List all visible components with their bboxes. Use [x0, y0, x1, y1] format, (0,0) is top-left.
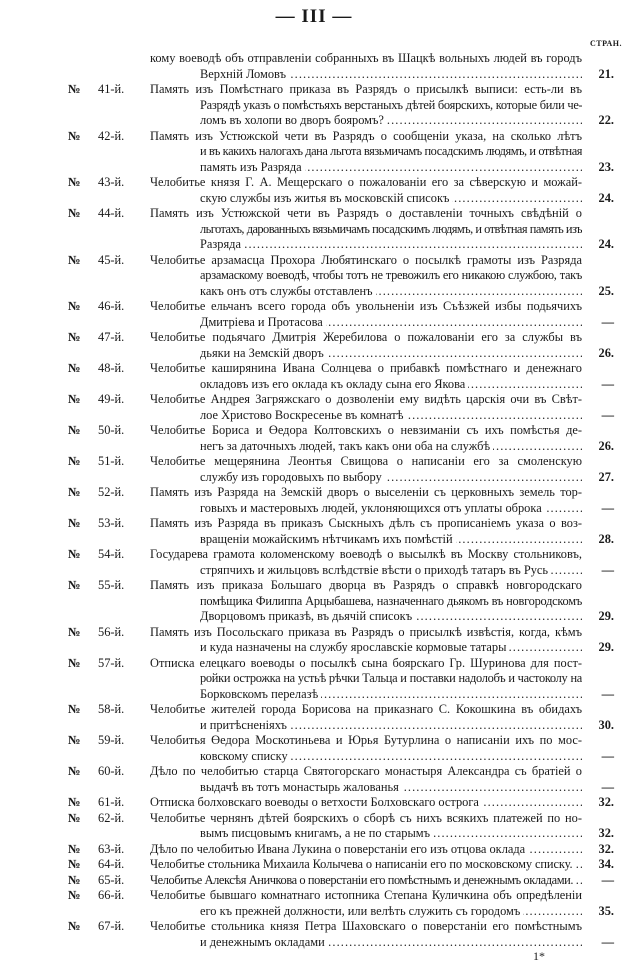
entry-text — [150, 624, 582, 656]
entry-text — [150, 485, 582, 516]
toc-entry — [0, 454, 628, 485]
entry-line-text: выдачѣ въ тотъ монастырь жалованья — [200, 780, 402, 794]
number-sign: № — [68, 299, 81, 313]
entry-line — [200, 377, 582, 393]
entry-text — [150, 454, 582, 485]
table-of-contents — [0, 51, 628, 950]
toc-entry — [0, 702, 628, 733]
number-sign: № — [68, 578, 81, 592]
entry-line-text: Дмитріева и Протасова — [200, 315, 326, 329]
entry-line — [200, 408, 582, 424]
entry-text — [150, 702, 582, 733]
number-sign: № — [68, 624, 81, 639]
entry-line — [200, 563, 582, 579]
page-reference: — — [601, 562, 614, 577]
page-reference: 28. — [598, 531, 614, 546]
entry-line — [200, 609, 582, 625]
entry-line-text: говыхъ и мастеровыхъ людей, уклоняющихся отъ уплаты оброка — [200, 501, 545, 515]
entry-line-text: скую службы изъ житья въ московскій списокъ — [200, 191, 452, 205]
entry-number: 58-й. — [98, 702, 125, 716]
entry-line: Челобитье чернянъ дѣтей боярскихъ о сборѣ съ нихъ всякихъ платежей по но- — [150, 810, 582, 825]
page-reference: — — [601, 376, 614, 391]
entry-line: арзамаскому воеводѣ, чтобы тотъ не тревожилъ его никакою службою, такъ — [200, 268, 582, 282]
toc-entry — [0, 656, 628, 703]
entry-text — [150, 841, 582, 858]
entry-line — [200, 439, 582, 455]
entry-line: Память изъ Помѣстнаго приказа въ Разрядъ о присылкѣ выписи: есть-ли въ — [150, 82, 582, 96]
page-reference: 29. — [598, 640, 614, 654]
number-sign: № — [68, 516, 81, 530]
toc-entry — [0, 423, 628, 454]
entry-number: 42-й. — [98, 128, 125, 143]
number-sign: № — [68, 547, 81, 561]
entry-number: 65-й. — [98, 872, 125, 887]
entry-line — [150, 857, 582, 873]
entry-line-text: Челобитье стольника Михаила Колычева о написаніи его по московскому списку. — [150, 857, 575, 871]
entry-line — [200, 315, 582, 331]
entry-line-text: Челобитье Алексѣя Аничкова о поверстаніи его помѣстнымъ и денежнымъ окладами. — [150, 873, 576, 887]
entry-line — [200, 346, 582, 362]
number-sign: № — [68, 252, 81, 267]
entry-text — [150, 361, 582, 392]
entry-number: 48-й. — [98, 361, 125, 375]
entry-line-text: какъ онъ отъ службы отставленъ — [200, 284, 376, 298]
entry-number: 55-й. — [98, 578, 125, 592]
entry-text — [150, 330, 582, 361]
entry-line: Челобитья Өедора Москотиньева и Юрья Бутурлина о написаніи ихъ по мос- — [150, 733, 582, 747]
entry-line — [200, 780, 582, 796]
entry-line: Челобитье подьячаго Дмитрія Жеребилова о пожалованіи его за службы въ — [150, 330, 582, 344]
entry-line: Память изъ приказа Большаго дворца въ Разрядъ о справкѣ новгородскаго — [150, 578, 582, 592]
entry-line — [200, 749, 582, 765]
toc-entry — [0, 51, 628, 82]
number-sign: № — [68, 330, 81, 344]
page-reference: — — [601, 779, 614, 794]
entry-number: 54-й. — [98, 547, 125, 561]
entry-line: Память изъ Разряда на Земскій дворъ о выселеніи съ церковныхъ земель тор- — [150, 485, 582, 499]
toc-entry — [0, 919, 628, 950]
entry-line: Память изъ Устюжской чети въ Разрядъ о доставленіи точныхъ свѣдѣній о — [150, 206, 582, 220]
entry-text — [150, 655, 582, 703]
entry-line-text: ковскому списку — [200, 749, 291, 763]
page-reference: 32. — [598, 841, 614, 856]
toc-entry — [0, 299, 628, 330]
entry-line: Челобитье арзамасца Прохора Любятинскаго о посылкѣ грамоты изъ Разряда — [150, 252, 582, 267]
entry-text — [150, 857, 582, 873]
entry-line: Челобитье мещерянина Леонтья Свищова о написаніи его за смоленскую — [150, 454, 582, 468]
toc-entry — [0, 361, 628, 392]
entry-line: Память изъ Посольскаго приказа въ Разрядъ о присылкѣ извѣстія, когда, кѣмъ — [150, 624, 582, 639]
entry-line — [200, 501, 582, 517]
page-reference: — — [601, 934, 614, 949]
entry-number: 59-й. — [98, 733, 125, 747]
entry-line — [200, 160, 582, 176]
entry-number: 41-й. — [98, 82, 125, 96]
toc-entry — [0, 873, 628, 889]
entry-text — [150, 128, 582, 176]
entry-line: Челобитье каширянина Ивана Солнцева о прибавкѣ помѣстнаго и денежнаго — [150, 361, 582, 375]
page-reference: 24. — [598, 237, 614, 251]
entry-line: льготахъ, дарованныхъ вязьмичамъ посадскимъ людямъ, и отвѣтная память изъ — [200, 221, 582, 236]
entry-line — [200, 191, 582, 207]
entry-line — [200, 640, 582, 656]
entry-line-text: Верхній Ломовъ — [200, 67, 289, 81]
toc-entry — [0, 733, 628, 764]
page-reference: 22. — [598, 113, 614, 127]
toc-entry — [0, 578, 628, 625]
number-sign: № — [68, 82, 81, 96]
entry-line-text: дьяки на Земскій дворъ — [200, 346, 327, 360]
number-sign: № — [68, 872, 81, 887]
entry-line: Челобитье Андрея Загряжскаго о дозволеніи ему видѣть царскія очи въ Свѣт- — [150, 392, 582, 406]
toc-entry — [0, 485, 628, 516]
toc-entry — [0, 811, 628, 842]
number-sign: № — [68, 128, 81, 143]
entry-line — [200, 284, 582, 300]
entry-text — [150, 810, 582, 842]
toc-entry — [0, 857, 628, 873]
entry-line: кому воеводѣ объ отправленіи собранныхъ въ Шацкѣ вольныхъ людей въ городъ — [150, 51, 582, 65]
entry-line — [150, 795, 582, 811]
entry-line-text: вращеніи можайскимъ нѣтчикамъ ихъ помѣстій — [200, 532, 456, 546]
number-sign: № — [68, 795, 81, 809]
entry-text — [150, 299, 582, 330]
page-reference: — — [601, 407, 614, 422]
page-reference: 32. — [598, 795, 614, 809]
entry-text — [150, 175, 582, 206]
toc-entry — [0, 330, 628, 361]
number-sign: № — [68, 361, 81, 375]
entry-number: 61-й. — [98, 795, 125, 809]
entry-text — [150, 578, 582, 625]
number-sign: № — [68, 764, 81, 778]
entry-text — [150, 206, 582, 253]
toc-entry — [0, 253, 628, 300]
entry-text — [150, 423, 582, 454]
entry-line-text: его къ прежней должности, или велѣть служить съ городомъ — [200, 904, 523, 918]
entry-number: 49-й. — [98, 392, 125, 406]
number-sign: № — [68, 888, 81, 902]
entry-number: 63-й. — [98, 841, 125, 856]
number-sign: № — [68, 702, 81, 716]
number-sign: № — [68, 919, 81, 933]
entry-line: Дѣло по челобитью старца Святогорскаго монастыря Александра съ братіей о — [150, 764, 582, 778]
page-reference: — — [601, 314, 614, 329]
number-sign: № — [68, 485, 81, 499]
entry-line: помѣщика Филиппа Арцыбашева, назначеннаго дьякомъ въ новгородскомъ — [200, 593, 582, 608]
page-reference: 26. — [598, 438, 614, 453]
number-sign: № — [68, 175, 81, 189]
entry-number: 60-й. — [98, 764, 125, 778]
page-reference: 27. — [598, 469, 614, 484]
number-sign: № — [68, 392, 81, 406]
page-reference: — — [601, 686, 614, 701]
number-sign: № — [68, 655, 81, 670]
entry-number: 46-й. — [98, 299, 125, 313]
entry-line — [200, 826, 582, 842]
entry-line: Челобитье ельчанъ всего города объ увольненіи изъ Съѣзжей избы подьячихъ — [150, 299, 582, 313]
number-sign: № — [68, 206, 81, 220]
page-reference: 29. — [598, 609, 614, 623]
toc-entry — [0, 842, 628, 858]
entry-line-text: и куда назначены на службу ярославскіе кормовые татары — [200, 640, 509, 654]
entry-line — [200, 718, 582, 734]
entry-line-text: и притѣсненіяхъ — [200, 718, 290, 732]
entry-line-text: Борковскомъ перелазѣ — [200, 687, 321, 701]
entry-number: 51-й. — [98, 454, 125, 468]
entry-number: 62-й. — [98, 810, 125, 825]
page-reference: 23. — [598, 159, 614, 174]
entry-line — [150, 873, 582, 889]
page-reference: 21. — [598, 66, 614, 81]
entry-line: Челобитье Бориса и Өедора Колтовскихъ о невзиманіи съ ихъ помѣстья де- — [150, 423, 582, 437]
entry-line — [200, 532, 582, 548]
entry-line-text: Отписка болховскаго воеводы о ветхости Болховскаго острога — [150, 795, 482, 809]
entry-text — [150, 919, 582, 950]
entry-line — [200, 113, 582, 129]
number-sign: № — [68, 841, 81, 856]
entry-line — [200, 67, 582, 83]
entry-text — [150, 51, 582, 82]
entry-number: 45-й. — [98, 252, 125, 267]
entry-text — [150, 547, 582, 578]
entry-line — [200, 935, 582, 951]
entry-number: 57-й. — [98, 655, 125, 670]
entry-line-text: Дѣло по челобитью Ивана Лукина о поверстаніи его изъ отцова оклада — [150, 842, 528, 856]
entry-line: Государева грамота коломенскому воеводѣ о высылкѣ въ Москву стольниковъ, — [150, 547, 582, 561]
entry-line-text: память изъ Разряда — [200, 160, 305, 174]
toc-entry — [0, 795, 628, 811]
toc-entry — [0, 547, 628, 578]
page-number-roman: — III — — [275, 6, 353, 27]
toc-entry — [0, 175, 628, 206]
signature-mark: 1* — [533, 949, 545, 963]
entry-number: 53-й. — [98, 516, 125, 530]
entry-line-text: службу изъ городовыхъ по выбору — [200, 470, 385, 484]
entry-line-text: Дворцовомъ приказѣ, въ дьячій списокъ — [200, 609, 415, 623]
entry-line-text: лое Христово Воскресенье въ комнатѣ — [200, 408, 406, 422]
entry-line-text: и денежнымъ окладами — [200, 935, 328, 949]
entry-line: Отписка елецкаго воеводы о посылкѣ сына боярскаго Гр. Шуринова для пост- — [150, 655, 582, 670]
entry-line: ройки острожка на устьѣ рѣчки Тальца и поставки надолобъ и частоколу на — [200, 671, 582, 685]
page-reference: 32. — [598, 826, 614, 840]
entry-text — [150, 795, 582, 811]
entry-text — [150, 392, 582, 423]
entry-line: Челобитье жителей города Борисова на приказнаго С. Кокошкина въ обидахъ — [150, 702, 582, 716]
page-reference: 30. — [598, 717, 614, 732]
entry-line: Челобитье стольника князя Петра Шаховскаго о поверстаніи его помѣстнымъ — [150, 919, 582, 933]
entry-text — [150, 252, 582, 300]
entry-number: 47-й. — [98, 330, 125, 344]
toc-entry — [0, 129, 628, 176]
page-reference: — — [601, 748, 614, 763]
entry-text — [150, 888, 582, 919]
entry-text — [150, 764, 582, 795]
page-reference: 25. — [598, 283, 614, 298]
entry-line — [200, 470, 582, 486]
page-reference: 34. — [598, 857, 614, 871]
number-sign: № — [68, 733, 81, 747]
entry-line — [200, 687, 582, 703]
entry-line: и въ какихъ налогахъ дана льгота вязьмичамъ посадскимъ людямъ, и отвѣтная — [200, 144, 582, 158]
entry-line-text: вымъ писцовымъ книгамъ, а не по старымъ — [200, 826, 433, 840]
toc-entry — [0, 392, 628, 423]
toc-entry — [0, 625, 628, 656]
number-sign: № — [68, 423, 81, 437]
entry-text — [150, 733, 582, 764]
entry-line: Память изъ Разряда въ приказъ Сыскныхъ дѣлъ съ прописаніемъ указа о воз- — [150, 516, 582, 530]
entry-line: Челобитье бывшаго комнатнаго истопника Степана Куличкина объ опредѣленіи — [150, 888, 582, 902]
toc-entry — [0, 206, 628, 253]
entry-line-text: негъ за даточныхъ людей, такъ какъ они оба на службѣ — [200, 439, 493, 453]
number-sign: № — [68, 454, 81, 468]
page-reference: — — [601, 872, 614, 887]
entry-number: 52-й. — [98, 485, 125, 499]
toc-entry — [0, 82, 628, 129]
entry-number: 66-й. — [98, 888, 125, 902]
number-sign: № — [68, 810, 81, 825]
entry-line-text: Разряда — [200, 237, 244, 251]
page-reference: 35. — [598, 903, 614, 918]
entry-line-text: стряпчихъ и жильцовъ вслѣдствіе вѣсти о приходѣ татаръ въ Русь — [200, 563, 551, 577]
entry-line-text: ломъ въ холопи во дворъ бояромъ? — [200, 113, 387, 127]
entry-number: 43-й. — [98, 175, 125, 189]
entry-number: 56-й. — [98, 624, 125, 639]
toc-entry — [0, 764, 628, 795]
entry-number: 44-й. — [98, 206, 125, 220]
page-reference: — — [601, 500, 614, 515]
entry-text — [150, 516, 582, 547]
pages-column-label: СТРАН. — [590, 39, 622, 48]
entry-line-text: окладовъ изъ его оклада къ окладу сына его Якова — [200, 377, 468, 391]
page-reference: 26. — [598, 345, 614, 360]
entry-number: 67-й. — [98, 919, 125, 933]
toc-entry — [0, 516, 628, 547]
entry-line — [200, 237, 582, 253]
entry-line — [150, 842, 582, 858]
entry-line — [200, 904, 582, 920]
entry-text — [150, 82, 582, 129]
entry-number: 50-й. — [98, 423, 125, 437]
entry-text — [150, 872, 582, 889]
page-reference: 24. — [598, 190, 614, 205]
toc-entry — [0, 888, 628, 919]
entry-line: Память изъ Устюжской чети въ Разрядъ о сообщеніи указа, на сколько лѣтъ — [150, 128, 582, 143]
entry-line: Разрядѣ указъ о помѣстьяхъ верстаныхъ дѣтей боярскихъ, которые били че- — [200, 97, 582, 112]
number-sign: № — [68, 857, 81, 871]
entry-line: Челобитье князя Г. А. Мещерскаго о пожалованіи его за сѣверскую и можай- — [150, 175, 582, 189]
entry-number: 64-й. — [98, 857, 125, 871]
